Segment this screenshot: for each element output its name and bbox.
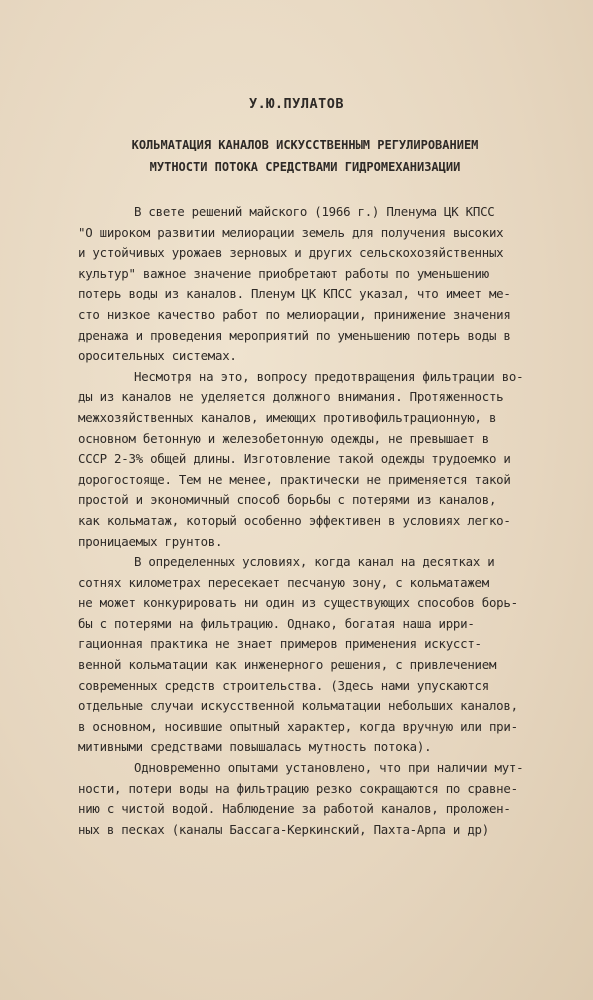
text-line: основном бетонную и железобетонную одежды, не превышает в — [78, 430, 489, 446]
text-line: бы с потерями на фильтрацию. Однако, богатая наша ирри- — [78, 615, 475, 631]
text-line: Одновременно опытами установлено, что при наличии мут- — [134, 760, 524, 776]
text-line: гационная практика не знает примеров применения искусст- — [78, 636, 482, 652]
body-text — [78, 202, 558, 840]
text-line: потерь воды из каналов. Пленум ЦК КПСС указал, что имеет ме- — [78, 286, 511, 302]
text-line: В свете решений майского (1966 г.) Пленума ЦК КПСС — [134, 204, 495, 219]
text-line: отдельные случаи искусственной кольматации небольших каналов, — [78, 698, 518, 714]
text-line: митивными средствами повышалась мутность потока). — [78, 739, 432, 755]
text-line: не может конкурировать ни один из существующих способов борь- — [78, 595, 518, 611]
text-line: сто низкое качество работ по мелиорации, принижение значения — [78, 306, 511, 322]
text-line: межхозяйственных каналов, имеющих противофильтрационную, в — [78, 409, 497, 425]
text-line: СССР 2-3% общей длины. Изготовление такой одежды трудоемко и — [78, 451, 511, 467]
text-line: ности, потери воды на фильтрацию резко сокращаются по сравне- — [78, 780, 518, 796]
text-line: нию с чистой водой. Наблюдение за работой каналов, проложен- — [78, 801, 511, 817]
text-line: и устойчивых урожаев зерновых и других сельскохозяйственных — [78, 245, 504, 261]
text-line: венной кольматации как инженерного решения, с привлечением — [78, 657, 497, 673]
text-line: ды из каналов не уделяется должного внимания. Протяженность — [78, 389, 504, 405]
text-line: В определенных условиях, когда канал на десятках и — [134, 554, 495, 570]
text-line: простой и экономичный способ борьбы с потерями из каналов, — [78, 492, 497, 508]
text-line: проницаемых грунтов. — [78, 533, 223, 549]
title-line-1: КОЛЬМАТАЦИЯ КАНАЛОВ ИСКУССТВЕННЫМ РЕГУЛИРОВАНИЕМ — [131, 138, 479, 152]
text-line: ных в песках (каналы Бассага-Керкинский, Пахта-Арпа и др) — [78, 821, 489, 837]
text-line: Несмотря на это, вопросу предотвращения фильтрации во- — [134, 368, 524, 384]
text-line: в основном, носившие опытный характер, когда вручную или при- — [78, 718, 518, 734]
text-line: сотнях километрах пересекает песчаную зону, с кольматажем — [78, 574, 489, 590]
text-line: "О широком развитии мелиорации земель для получения высоких — [78, 224, 504, 240]
author-name: У.Ю.ПУЛАТОВ — [249, 96, 344, 112]
text-line: дорогостояще. Тем не менее, практически не применяется такой — [78, 471, 511, 487]
text-line: оросительных системах. — [78, 348, 237, 364]
text-line: современных средств строительства. (Здесь нами упускаются — [78, 677, 489, 693]
text-line: дренажа и проведения мероприятий по уменьшению потерь воды в — [78, 327, 511, 343]
text-line: культур" важное значение приобретают работы по уменьшению — [78, 265, 489, 281]
text-line: как кольматаж, который особенно эффективен в условиях легко- — [78, 512, 511, 528]
title-line-2: МУТНОСТИ ПОТОКА СРЕДСТВАМИ ГИДРОМЕХАНИЗАЦИИ — [149, 160, 461, 174]
